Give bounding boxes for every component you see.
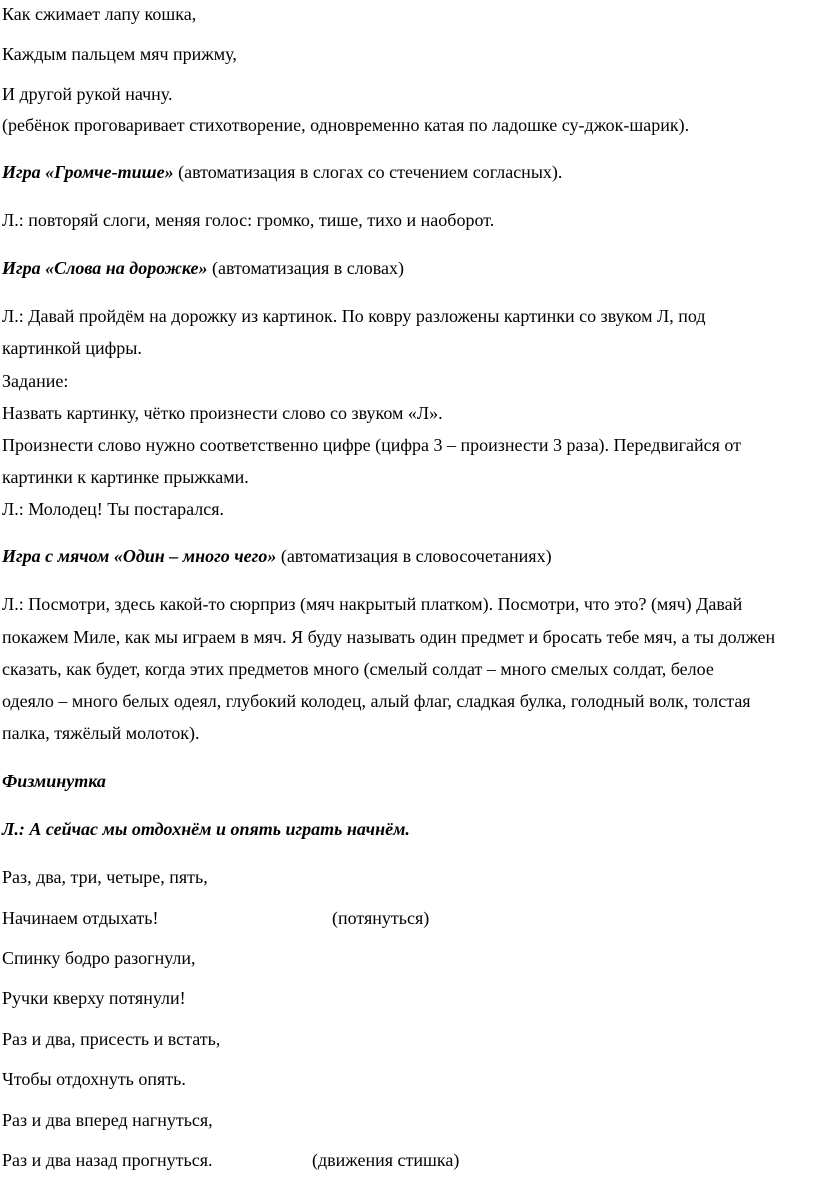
game-description: (автоматизация в словах): [207, 258, 404, 278]
poem-line: Раз и два, присесть и встать,: [2, 1029, 221, 1049]
section-title: Физминутка: [2, 771, 106, 791]
section-intro: Л.: А сейчас мы отдохнём и опять играть начнём.: [2, 819, 410, 839]
movement-note: (потянуться): [332, 908, 430, 928]
movement-note: (движения стишка): [312, 1150, 460, 1170]
poem-line: [2, 907, 430, 929]
text-line: палка, тяжёлый молоток).: [2, 723, 200, 743]
text-line: одеяло – много белых одеял, глубокий колодец, алый флаг, сладкая булка, голодный волк, толстая: [2, 691, 751, 711]
game-description: (автоматизация в словосочетаниях): [276, 546, 552, 566]
poem-text: Начинаем отдыхать!: [2, 908, 159, 928]
text-line: картинкой цифры.: [2, 338, 142, 358]
poem-text: Раз и два назад прогнуться.: [2, 1150, 213, 1170]
poem-line: [2, 1149, 460, 1171]
poem-line: Раз, два, три, четыре, пять,: [2, 867, 208, 887]
poem-line: Спинку бодро разогнули,: [2, 948, 196, 968]
poem-note: (ребёнок проговаривает стихотворение, одновременно катая по ладошке су-джок-шарик).: [2, 115, 690, 135]
text-line: Произнести слово нужно соответственно цифре (цифра 3 – произнести 3 раза). Передвигайся от: [2, 435, 741, 455]
game-heading: [2, 161, 562, 183]
game-description: (автоматизация в слогах со стечением согласных).: [173, 162, 563, 182]
game-title: Игра «Громче-тише»: [2, 162, 174, 182]
instruction-line: Л.: повторяй слоги, меняя голос: громко, тише, тихо и наоборот.: [2, 210, 495, 230]
text-line: Назвать картинку, чётко произнести слово со звуком «Л».: [2, 403, 443, 423]
game-heading: [2, 545, 552, 567]
text-line: Л.: Молодец! Ты постарался.: [2, 499, 225, 519]
poem-line: Каждым пальцем мяч прижму,: [2, 44, 237, 64]
game-title: Игра «Слова на дорожке»: [2, 258, 208, 278]
game-heading: [2, 257, 404, 279]
poem-line: Чтобы отдохнуть опять.: [2, 1069, 186, 1089]
poem-line: Как сжимает лапу кошка,: [2, 4, 197, 24]
text-line: Л.: Давай пройдём на дорожку из картинок. По ковру разложены картинки со звуком Л, под: [2, 306, 706, 326]
game-title: Игра с мячом «Один – много чего»: [2, 546, 277, 566]
text-line: картинки к картинке прыжками.: [2, 467, 249, 487]
poem-line: И другой рукой начну.: [2, 84, 173, 104]
poem-line: Ручки кверху потянули!: [2, 988, 186, 1008]
text-line: Л.: Посмотри, здесь какой-то сюрприз (мяч накрытый платком). Посмотри, что это? (мяч) Давай: [2, 594, 743, 614]
text-line: сказать, как будет, когда этих предметов много (смелый солдат – много смелых солдат, белое: [2, 659, 714, 679]
poem-line: Раз и два вперед нагнуться,: [2, 1110, 213, 1130]
text-line: Задание:: [2, 371, 69, 391]
text-line: покажем Миле, как мы играем в мяч. Я буду называть один предмет и бросать тебе мяч, а ты должен: [2, 627, 776, 647]
